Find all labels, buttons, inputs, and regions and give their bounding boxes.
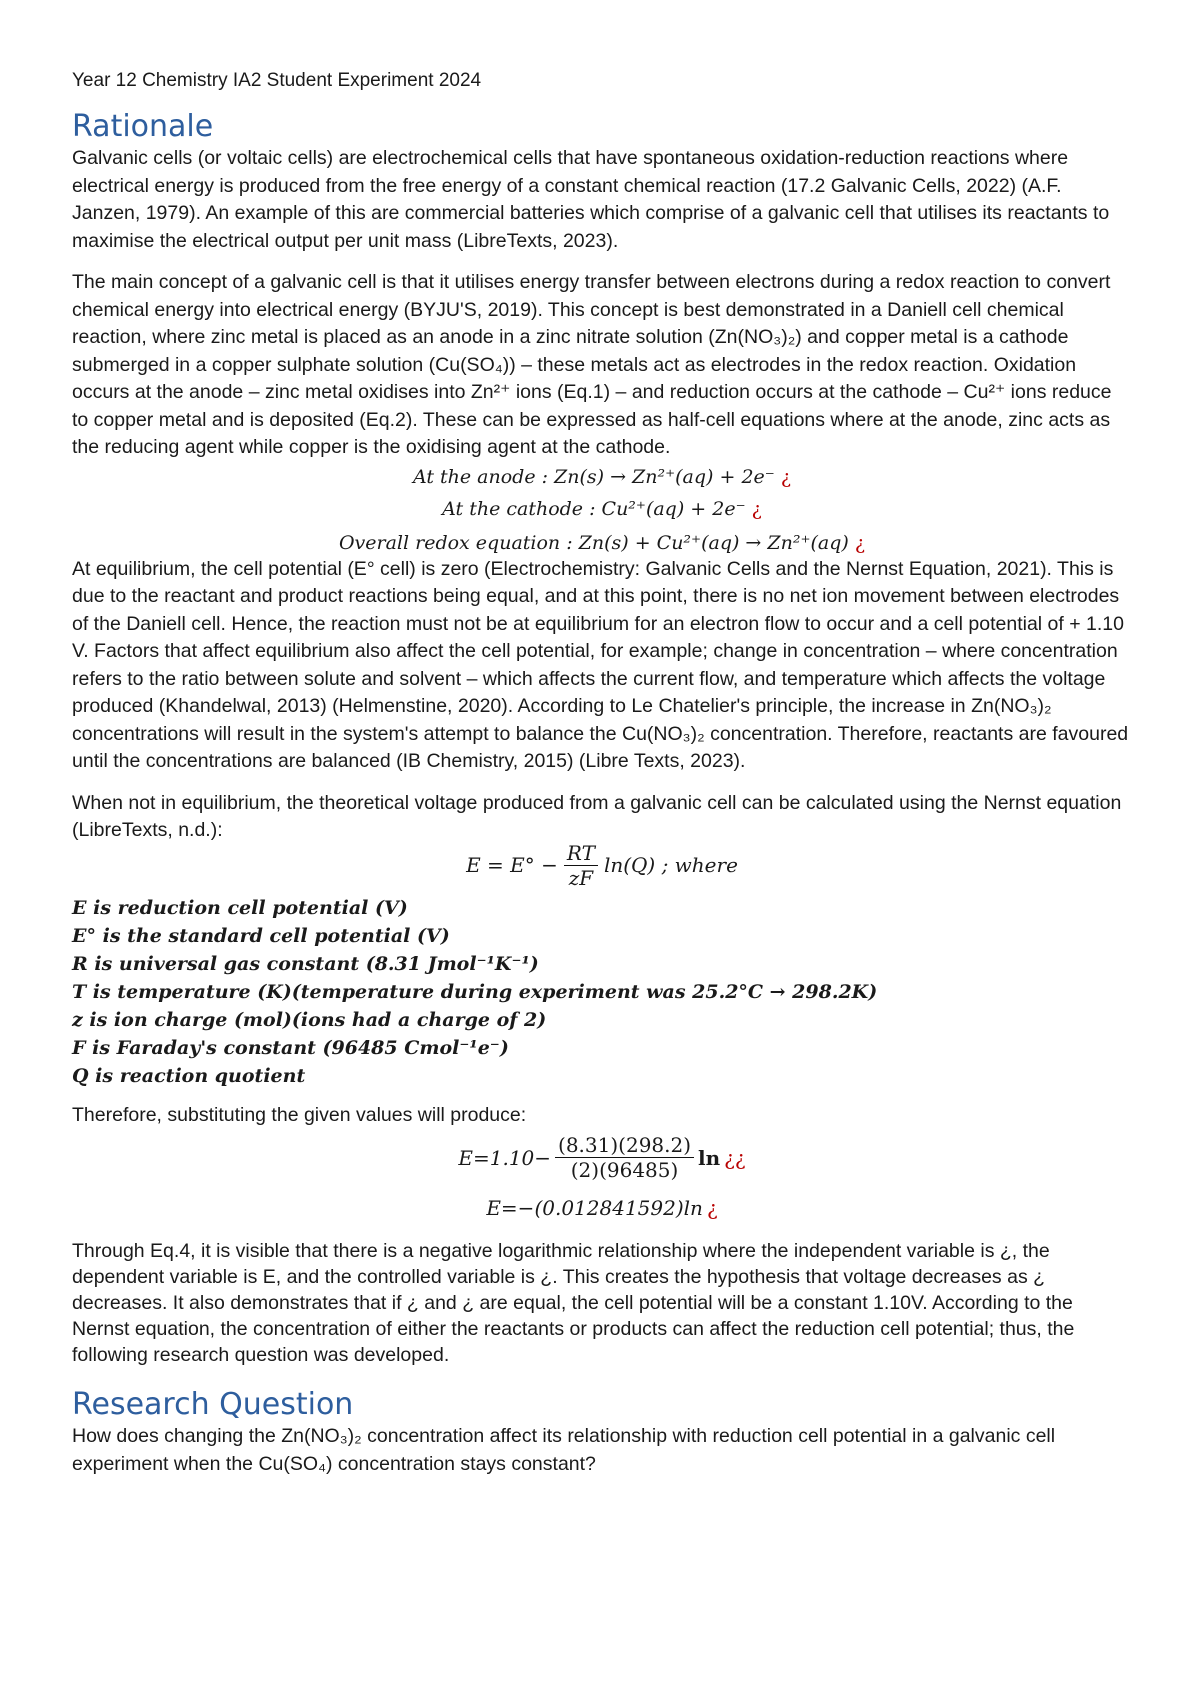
substituted-equation: E=1.10− $\frac{(8.31)(298.2)}{(2)(96485)}$ ln ¿¿ bbox=[458, 1133, 746, 1182]
definition-item: R is universal gas constant (8.31 Jmol⁻¹K⁻¹) bbox=[72, 952, 539, 975]
rationale-paragraph-6: Through Eq.4, it is visible that there is a negative logarithmic relationship where the independent variable is ¿, the dependent variable is E, and the controlled variable is ¿. This creates the hypothesis that voltage decreases as ¿ decreases. It also demonstrates that if ¿ and ¿ are equal, the cell potential will be a constant 1.10V. According to the Nernst equation, the concentration of either the reactants or products can affect the reduction cell potential; thus, the following research question was developed. bbox=[72, 1240, 1075, 1366]
half-equations bbox=[72, 466, 1132, 554]
overall-equation: Overall redox equation : Zn(s) + Cu²⁺(aq) → Zn²⁺(aq) ¿ bbox=[338, 531, 866, 554]
rationale-paragraph-2: The main concept of a galvanic cell is that it utilises energy transfer between electrons during a redox reaction to convert chemical energy into electrical energy (BYJU'S, 2019). This concept is best demonstrated in a Daniell cell chemical reaction, where zinc metal is placed as an anode in a zinc nitrate solution (Zn(NO₃)₂) and copper metal is a cathode submerged in a copper sulphate solution (Cu(SO₄)) – these metals act as electrodes in the redox reaction. Oxidation occurs at the anode – zinc metal oxidises into Zn²⁺ ions (Eq.1) – and reduction occurs at the cathode – Cu²⁺ ions reduce to copper metal and is deposited (Eq.2). These can be expressed as half-cell equations where at the anode, zinc acts as the reducing agent while copper is the oxidising agent at the cathode. bbox=[72, 271, 1112, 458]
anode-equation: At the anode : Zn(s) → Zn²⁺(aq) + 2e⁻ ¿ bbox=[412, 465, 792, 488]
rationale-heading: Rationale bbox=[72, 109, 214, 144]
rationale-paragraph-3: At equilibrium, the cell potential (E° cell) is zero (Electrochemistry: Galvanic Cells and the Nernst Equation, 2021). This is due to the reactant and product reactions being equal, and at this point, there is no net ion movement between electrodes of the Daniell cell. Hence, the reaction must not be at equilibrium for an electron flow to occur and a cell potential of + 1.10 V. Factors that affect equilibrium also affect the cell potential, for example; change in concentration – where concentration refers to the ratio between solute and solvent – which affects the current flow, and temperature which affects the voltage produced (Khandelwal, 2013) (Helmenstine, 2020). According to Le Chatelier's principle, the increase in Zn(NO₃)₂ concentrations will result in the system's attempt to balance the Cu(NO₃)₂ concentration. Therefore, reactants are favoured until the concentrations are balanced (IB Chemistry, 2015) (Libre Texts, 2023). bbox=[72, 557, 1129, 772]
definition-item: E° is the standard cell potential (V) bbox=[72, 924, 450, 947]
running-header: Year 12 Chemistry IA2 Student Experiment 2024 bbox=[72, 70, 482, 91]
nernst-equation: E = E° − $\frac{RT}{zF}$ ln(Q) ; where bbox=[466, 840, 738, 890]
definition-item: z is ion charge (mol)(ions had a charge of 2) bbox=[72, 1008, 547, 1031]
definition-item: Q is reaction quotient bbox=[72, 1064, 306, 1087]
research-question-heading: Research Question bbox=[72, 1387, 354, 1422]
definition-item: T is temperature (K)(temperature during experiment was 25.2°C → 298.2K) bbox=[72, 980, 878, 1003]
rationale-paragraph-4: When not in equilibrium, the theoretical voltage produced from a galvanic cell can be calculated using the Nernst equation (LibreTexts, n.d.): bbox=[72, 791, 1122, 841]
cathode-equation: At the cathode : Cu²⁺(aq) + 2e⁻ ¿ bbox=[442, 497, 762, 520]
definition-item: E is reduction cell potential (V) bbox=[72, 896, 408, 919]
simplified-equation: E=−(0.012841592)ln ¿ bbox=[486, 1196, 718, 1220]
rationale-paragraph-1: Galvanic cells (or voltaic cells) are electrochemical cells that have spontaneous oxidation-reduction reactions where electrical energy is produced from the free energy of a constant chemical reaction (17.2 Galvanic Cells, 2022) (A.F. Janzen, 1979). An example of this are commercial batteries which comprise of a galvanic cell that utilises its reactants to maximise the electrical output per unit mass (LibreTexts, 2023). bbox=[72, 147, 1110, 252]
document-page bbox=[72, 70, 1132, 1492]
variable-definitions bbox=[72, 894, 1132, 1090]
research-question-text: How does changing the Zn(NO₃)₂ concentration affect its relationship with reduction cell potential in a galvanic cell experiment when the Cu(SO₄) concentration stays constant? bbox=[72, 1425, 1056, 1475]
substitution-intro: Therefore, substituting the given values will produce: bbox=[72, 1103, 527, 1126]
definition-item: F is Faraday's constant (96485 Cmol⁻¹e⁻) bbox=[72, 1036, 509, 1059]
